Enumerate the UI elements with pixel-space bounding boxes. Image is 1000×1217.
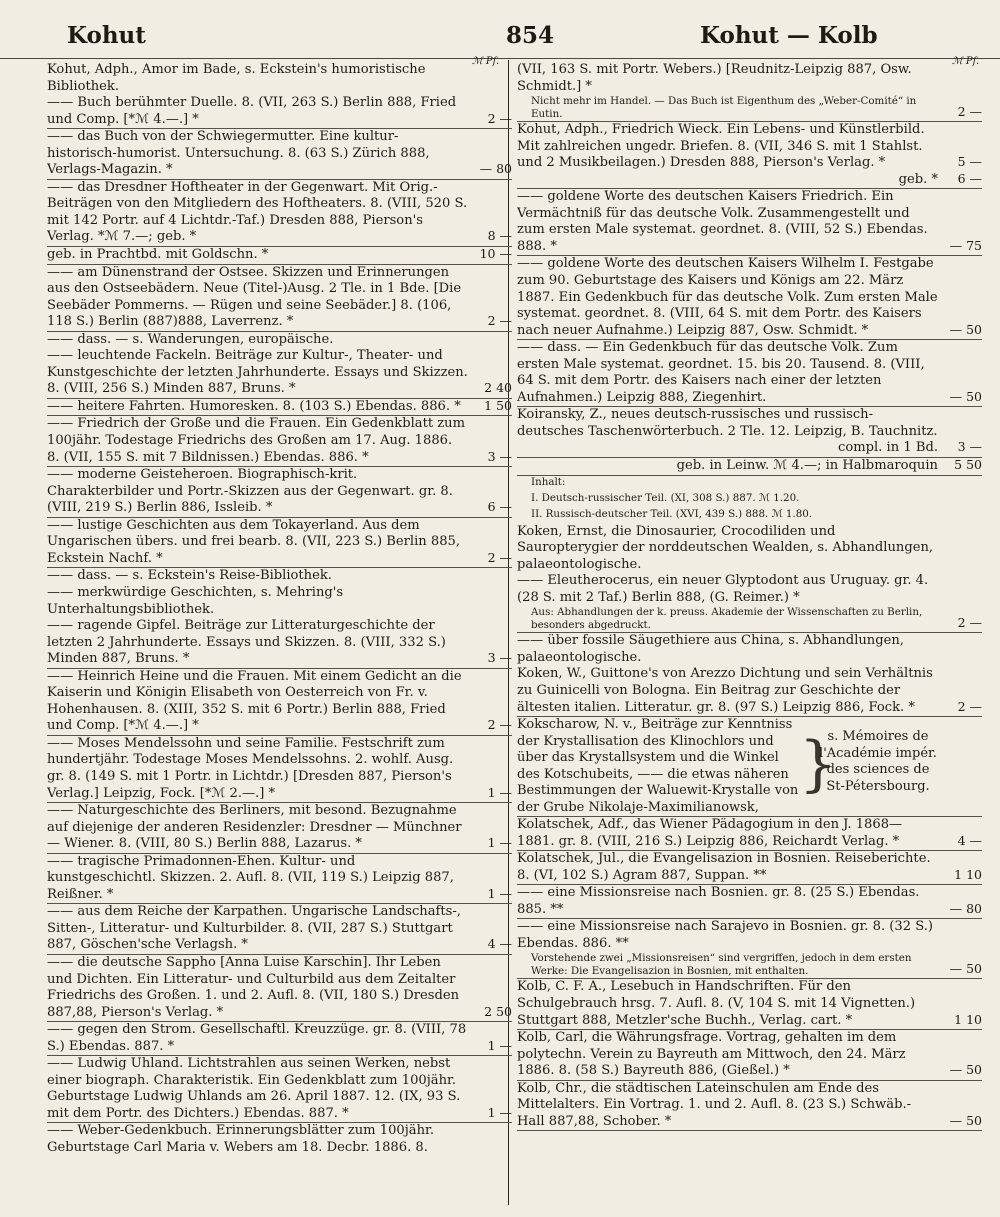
entry-text: —— die deutsche Sappho [Anna Luise Karschin]. Ihr Leben und Dichten. Ein Litteratur- und Culturbild aus dem Zeitalter Friedrichs des Großen. 1. und 2. Aufl. 8. (VII, 180 S.) Dresden 887,88, Pierson's Verlag. * [47,954,460,1020]
bibliography-entry [517,407,982,440]
left-column [47,62,512,1204]
bibliography-entry [517,573,982,633]
bibliography-entry [47,180,512,247]
entry-price: 1 10 [954,866,982,882]
entry-text: —— über fossile Säugethiere aus China, s. Abhandlungen, palaeontologische. [517,633,904,665]
bibliography-entry [517,458,982,476]
entry-text: —— Ludwig Uhland. Lichtstrahlen aus seinen Werken, nebst einer biograph. Charakteristik. Ein Gedenkblatt zum 100jähr. Geburtstage Ludwig Uhlands am 26. April 1887. 12. (IX, 93 S. mit dem Portr. des Dichters.) Ebendas. 887. * [47,1056,461,1121]
entry-text: Koken, Ernst, die Dinosaurier, Crocodiliden und Sauropterygier der norddeutschen Wealden, s. Abhandlungen, palaeontologische. [517,523,934,572]
bibliography-entry [517,189,982,256]
entry-price: 1 10 [954,1011,982,1027]
bibliography-entry [47,585,512,618]
right-currency-unit: ℳ Pf. [952,56,980,67]
entry-price: 3 — [487,650,512,666]
bibliography-entry [47,955,512,1022]
right-column [517,62,982,1204]
entry-text: —— Moses Mendelssohn und seine Familie. Festschrift zum hundertjähr. Todestage Moses Mendelssohns. 2. wohlf. Ausg. gr. 8. (149 S. mit 1 Portr. in Lichtdr.) [Dresden 887, Pierson's Verlag.] Leipzig, Fock. [*ℳ 2.—.] * [47,735,454,801]
entry-extra-text: geb. * [898,171,938,187]
entry-text: —— eine Missionsreise nach Sarajevo in Bosnien. gr. 8. (32 S.) Ebendas. 886. ** [517,919,933,951]
entry-text: Inhalt: [531,475,566,488]
bibliography-entry [47,518,512,569]
entry-extra-price: 6 — [957,170,982,186]
entry-price: 2 — [957,698,982,714]
entry-price: 1 — [487,835,512,851]
entry-text: —— tragische Primadonnen-Ehen. Kultur- und kunstgeschichtl. Skizzen. 2. Aufl. 8. (VII, 119 S.) Leipzig 887, Reißner. * [47,853,454,902]
bibliography-entry [517,1030,982,1081]
entry-text: I. Deutsch-russischer Teil. (XI, 308 S.) 887. ℳ 1.20. [531,491,800,504]
entry-price: — 75 [949,237,982,253]
entry-price: 10 — [479,246,512,262]
bibliography-entry [517,817,982,851]
entry-text: —— goldene Worte des deutschen Kaisers Wilhelm I. Festgabe zum 90. Geburtstage des Kaisers und Königs am 22. März 1887. Ein Gedenkbuch für das deutsche Volk. Zum ersten Male systemat. geordnet. 8. (VIII, 64 S. mit dem Portr. des Kaisers nach neuer Aufnahme.) Leipzig 887, Osw. Schmidt. * [517,256,938,338]
bibliography-entry [47,1123,512,1156]
entry-text: —— das Dresdner Hoftheater in der Gegenwart. Mit Orig.-Beiträgen von den Mitgliedern des Hoftheaters. 8. (VIII, 520 S. mit 142 Portr. auf 4 Lichtdr.-Taf.) Dresden 888, Pierson's Verlag. *ℳ 7.—; geb. * [47,179,468,245]
bibliography-entry [47,1022,512,1056]
bibliography-entry [517,62,982,122]
page-header [0,22,1000,56]
bibliography-entry [517,979,982,1030]
bibliography-entry [47,265,512,332]
bibliography-entry [47,332,512,349]
entry-price: 4 — [957,832,982,848]
entry-price: 2 — [957,614,982,630]
entry-text: Koken, W., Guittone's von Arezzo Dichtung und sein Verhältnis zu Guinicelli von Bologna. Ein Beitrag zur Geschichte der ältesten italien. Litteratur. gr. 8. (97 S.) Leipzig 886, Fock. * [517,666,933,715]
entry-price: 6 — [487,499,512,515]
entry-price: 2 40 [484,380,512,396]
entry-text: (VII, 163 S. mit Portr. Webers.) [Reudnitz-Leipzig 887, Osw. Schmidt.] * [517,62,912,94]
bibliography-entry [47,669,512,736]
bibliography-entry [517,524,982,574]
entry-text: compl. in 1 Bd. [838,440,938,456]
entry-text: II. Russisch-deutscher Teil. (XVI, 439 S.) 888. ℳ 1.80. [531,507,813,520]
entry-text: —— Weber-Gedenkbuch. Erinnerungsblätter zum 100jähr. Geburtstage Carl Maria v. Webers am 18. Decbr. 1886. 8. [47,1123,435,1155]
entry-text: —— lustige Geschichten aus dem Tokayerland. Aus dem Ungarischen übers. und frei bearb. 8. (VII, 223 S.) Berlin 885, Eckstein Nachf. * [47,517,461,566]
entry-price: 4 — [487,936,512,952]
entry-note: Aus: Abhandlungen der k. preuss. Akademie der Wissenschaften zu Berlin, besonders abgedruckt. [531,606,923,632]
bibliography-entry [47,95,512,129]
entry-price: — 50 [949,1062,982,1078]
entry-price: — 50 [949,321,982,337]
bibliography-entry [47,467,512,518]
entry-text: —— aus dem Reiche der Karpathen. Ungarische Landschafts-, Sitten-, Litteratur- und Kulturbilder. 8. (VII, 287 S.) Stuttgart 887, Göschen'sche Verlagsh. * [47,904,461,953]
entry-price: — 80 [479,161,512,177]
entry-extra [517,172,938,189]
entry-text: Kolatschek, Jul., die Evangelisazion in Bosnien. Reiseberichte. 8. (VI, 102 S.) Agram 887, Suppan. ** [517,851,931,883]
right-running-title: Kohut — Kolb [700,22,878,49]
entry-price: — 50 [949,1112,982,1128]
brace-right-text: s. Mémoires de l'Académie impér. des sciences de St-Pétersbourg. [819,729,937,794]
entry-price: 2 — [487,110,512,126]
entry-price: — 80 [949,900,982,916]
entry-price: 1 — [487,885,512,901]
entry-text: —— Friedrich der Große und die Frauen. Ein Gedenkblatt zum 100jähr. Todestage Friedrichs des Großen am 17. Aug. 1886. 8. (VII, 155 S. mit 7 Bildnissen.) Ebendas. 886. * [47,416,466,465]
entry-price: — 50 [949,388,982,404]
bibliography-entry [47,62,512,95]
entry-text: —— leuchtende Fackeln. Beiträge zur Kultur-, Theater- und Kunstgeschichte der letzten Jahrhunderte. Essays und Skizzen. 8. (VIII, 256 S.) Minden 887, Bruns. * [47,348,468,397]
left-currency-unit: ℳ Pf. [472,56,500,67]
bibliography-entry [47,1056,512,1123]
entry-note: Vorstehende zwei „Missionsreisen“ sind vergriffen, jedoch in dem ersten Werke: Die Evangelisazion in Bosnien, mit enthalten. [531,952,912,978]
entry-price: 3 — [487,448,512,464]
entry-price: 2 — [957,103,982,119]
entry-text: —— ragende Gipfel. Beiträge zur Litteraturgeschichte der letzten 2 Jahrhunderte. Essays und Skizzen. 8. (VIII, 332 S.) Minden 887, Bruns. * [47,618,446,667]
bibliography-entry [517,476,982,492]
bibliography-entry [517,492,982,508]
entry-text: geb. in Prachtbd. mit Goldschn. * [47,247,269,263]
bibliography-entry [517,256,982,340]
entry-price: 2 50 [484,1003,512,1019]
bibliography-entry [47,416,512,467]
bibliography-entry [517,851,982,885]
bibliography-entry [517,440,982,458]
entry-text: —— dass. — s. Eckstein's Reise-Bibliothek. [47,568,332,584]
kokscharow-brace-entry [517,717,982,817]
bibliography-entry [47,129,512,180]
entry-price: 1 50 [484,397,512,413]
entry-text: Kolb, C. F. A., Lesebuch in Handschriften. Für den Schulgebrauch hrsg. 7. Aufl. 8. (V, 104 S. mit 14 Vignetten.) Stuttgart 888, Metzler'sche Buchh., Verlag. cart. * [517,979,916,1028]
bibliography-entry [47,904,512,955]
bibliography-entry [47,803,512,854]
entry-text: —— am Dünenstrand der Ostsee. Skizzen und Erinnerungen aus den Ostseebädern. Neue (Titel-)Ausg. 2 Tle. in 1 Bde. [Die Seebäder Pommerns. — Rügen und seine Seebäder.] 8. (106, 118 S.) Berlin (887)888, Laverrenz. * [47,264,462,330]
bibliography-entry [517,666,982,717]
entry-price: 1 — [487,1037,512,1053]
entry-note: Nicht mehr im Handel. — Das Buch ist Eigenthum des „Weber-Comité“ in Eutin. [531,95,917,121]
entry-price: 3 — [957,439,982,455]
entry-text: —— moderne Geisteheroen. Biographisch-krit. Charakterbilder und Portr.-Skizzen aus der Gegenwart. gr. 8. (VIII, 219 S.) Berlin 886, Issleib. * [47,467,453,516]
bibliography-entry [47,247,512,265]
entry-text: Koiransky, Z., neues deutsch-russisches und russisch-deutsches Taschenwörterbuch. 2 Tle. 12. Leipzig, B. Tauchnitz. [517,407,938,439]
bibliography-entry [517,340,982,407]
bibliography-entry [47,854,512,905]
entry-text: —— Heinrich Heine und die Frauen. Mit einem Gedicht an die Kaiserin und Königin Elisabeth von Oesterreich von Fr. v. Hohenhausen. 8. (XIII, 352 S. mit 6 Portr.) Berlin 888, Fried und Comp. [*ℳ 4.—.] * [47,668,462,734]
bibliography-entry [517,122,982,189]
brace-left-text: Kokscharow, N. v., Beiträge zur Kenntniss der Krystallisation des Klinochlors und über das Krystallsystem und die Winkel des Kotschubeits, —— die etwas näheren Bestimmungen der Waluewit-Krystalle von der Grube Nikolaje-Maximilianowsk, [517,717,799,815]
curly-brace-icon: } [799,729,838,800]
entry-text: Kohut, Adph., Friedrich Wieck. Ein Lebens- und Künstlerbild. Mit zahlreichen ungedr. Briefen. 8. (VII, 346 S. mit 1 Stahlst. und 2 Musikbeilagen.) Dresden 888, Pierson's Verlag. * [517,122,925,171]
bibliography-entry [47,618,512,669]
bibliography-entry [517,919,982,979]
left-running-title: Kohut [67,22,146,49]
bibliography-entry [47,568,512,585]
header-rule [0,58,1000,59]
entry-text: —— eine Missionsreise nach Bosnien. gr. 8. (25 S.) Ebendas. 885. ** [517,885,920,917]
entry-text: Kolatschek, Adf., das Wiener Pädagogium in den J. 1868—1881. gr. 8. (VIII, 216 S.) Leipzig 886, Reichardt Verlag. * [517,817,903,849]
bibliography-entry [47,399,512,417]
entry-text: —— heitere Fahrten. Humoresken. 8. (103 S.) Ebendas. 886. * [47,398,461,414]
entry-price: 8 — [487,228,512,244]
entry-text: —— Buch berühmter Duelle. 8. (VII, 263 S.) Berlin 888, Fried und Comp. [*ℳ 4.—.] * [47,95,457,127]
entry-text: —— gegen den Strom. Gesellschaftl. Kreuzzüge. gr. 8. (VIII, 78 S.) Ebendas. 887. * [47,1022,467,1054]
entry-price: 1 — [487,784,512,800]
entry-price: 2 — [487,549,512,565]
entry-text: geb. in Leinw. ℳ 4.—; in Halbmaroquin [676,458,938,474]
entry-price: 2 — [487,717,512,733]
page-number: 854 [506,22,555,49]
entry-text: —— goldene Worte des deutschen Kaisers Friedrich. Ein Vermächtniß für das deutsche Volk. Zusammengestellt und zum ersten Male systemat. geordnet. 8. (VIII, 52 S.) Ebendas. 888. * [517,189,928,254]
entry-price: 1 — [487,1104,512,1120]
entry-text: Kolb, Carl, die Währungsfrage. Vortrag, gehalten im dem polytechn. Verein zu Bayreuth am Mittwoch, den 24. März 1886. 8. (58 S.) Bayreuth 886, (Gießel.) * [517,1030,906,1079]
entry-price: 5 — [957,153,982,169]
entry-text: —— dass. — s. Wanderungen, europäische. [47,331,334,347]
entry-text: Kolb, Chr., die städtischen Lateinschulen am Ende des Mittelalters. Ein Vortrag. 1. und 2. Aufl. 8. (23 S.) Schwäb.-Hall 887,88, Schober. * [517,1080,912,1129]
entry-text: —— merkwürdige Geschichten, s. Mehring's Unterhaltungsbibliothek. [47,584,344,617]
bibliography-entry [47,348,512,399]
bibliography-entry [517,633,982,666]
bibliography-entry [47,736,512,803]
bibliography-entry [517,1081,982,1132]
entry-price: 5 50 [954,457,982,473]
entry-text: —— dass. — Ein Gedenkbuch für das deutsche Volk. Zum ersten Male systemat. geordnet. 15. bis 20. Tausend. 8. (VIII, 64 S. mit dem Portr. des Kaisers nach einer der letzten Aufnahmen.) Leipzig 888, Ziegenhirt. [517,340,925,405]
entry-price: 2 — [487,313,512,329]
entry-text: Kohut, Adph., Amor im Bade, s. Eckstein's humoristische Bibliothek. [47,62,426,94]
bibliography-entry [517,508,982,524]
bibliography-entry [517,885,982,919]
entry-price: — 50 [949,960,982,976]
entry-text: —— das Buch von der Schwiegermutter. Eine kultur-historisch-humorist. Untersuchung. 8. (63 S.) Zürich 888, Verlags-Magazin. * [47,129,430,178]
entry-text: —— Naturgeschichte des Berliners, mit besond. Bezugnahme auf diejenige der anderen Residenzler: Dresdner — Münchner — Wiener. 8. (VIII, 80 S.) Berlin 888, Lazarus. * [47,803,462,852]
entry-text: —— Eleutherocerus, ein neuer Glyptodont aus Uruguay. gr. 4. (28 S. mit 2 Taf.) Berlin 888, (G. Reimer.) * [517,573,929,605]
